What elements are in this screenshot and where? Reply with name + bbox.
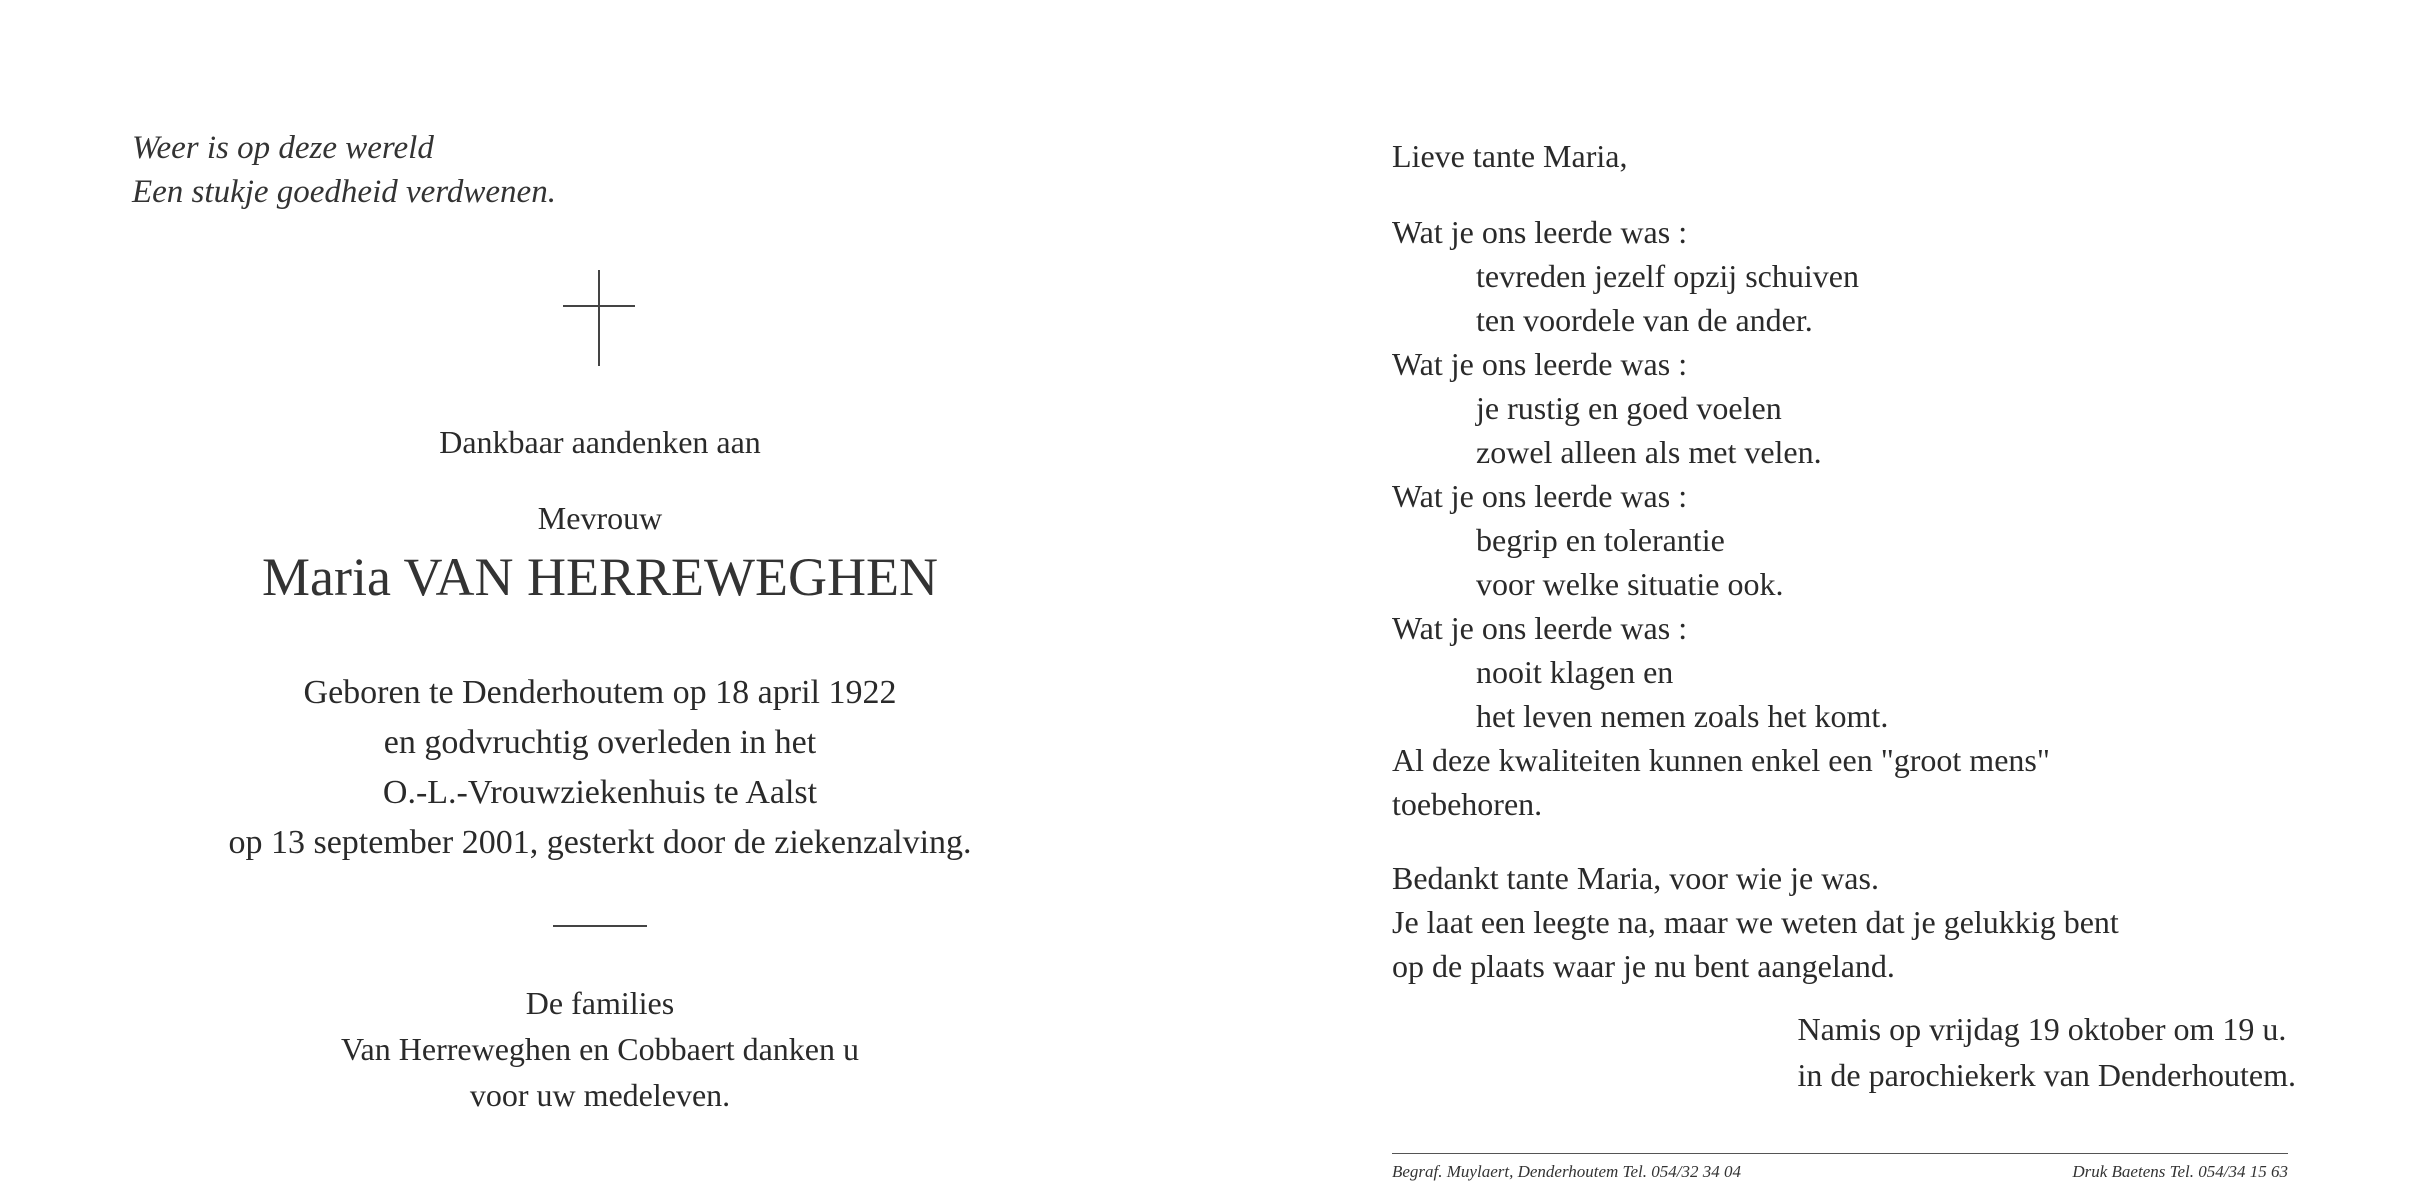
poem-line: ten voordele van de ander. — [1476, 302, 1813, 338]
motto-line: Weer is op deze wereld — [132, 130, 434, 166]
footer-rule — [1392, 1153, 2288, 1154]
deceased-name: Maria VAN HERREWEGHEN — [262, 547, 938, 607]
bio-line: O.-L.-Vrouwziekenhuis te Aalst — [382, 774, 818, 811]
poem-line: je rustig en goed voelen — [1476, 390, 1782, 426]
closing — [1392, 856, 2119, 988]
letter — [1392, 134, 2119, 988]
poem — [1392, 210, 2119, 826]
bio-line: op 13 september 2001, gesterkt door de ziekenzalving. — [228, 824, 972, 861]
funeral-home-credit: Begraf. Muylaert, Denderhoutem Tel. 054/32 34 04 — [1392, 1162, 1741, 1181]
service-line: in de parochiekerk van Denderhoutem. — [1797, 1057, 2296, 1093]
bio-line: Geboren te Denderhoutem op 18 april 1922 — [303, 674, 897, 711]
thanks-heading: Dankbaar aandenken aan — [439, 424, 761, 460]
separator — [553, 925, 647, 927]
poem-line: het leven nemen zoals het komt. — [1476, 698, 1889, 734]
families-line: Van Herreweghen en Cobbaert danken u — [340, 1031, 859, 1067]
poem-line: tevreden jezelf opzij schuiven — [1476, 258, 1859, 294]
poem-line: voor welke situatie ook. — [1476, 566, 1784, 602]
printer-credit: Druk Baetens Tel. 054/34 15 63 — [2072, 1162, 2288, 1181]
poem-line: Wat je ons leerde was : — [1392, 346, 1688, 382]
poem-line: begrip en tolerantie — [1476, 522, 1725, 558]
poem-line: nooit klagen en — [1476, 654, 1674, 690]
closing-line: Bedankt tante Maria, voor wie je was. — [1392, 860, 1879, 896]
closing-line: op de plaats waar je nu bent aangeland. — [1392, 948, 1895, 984]
families-thanks — [100, 980, 1100, 1118]
honorific: Mevrouw — [537, 500, 663, 536]
motto-line: Een stukje goedheid verdwenen. — [132, 174, 556, 210]
bio-line: en godvruchtig overleden in het — [383, 724, 817, 761]
cross-icon — [563, 270, 635, 366]
right-panel — [1208, 0, 2416, 1189]
poem-line: Wat je ons leerde was : — [1392, 478, 1688, 514]
greeting: Lieve tante Maria, — [1392, 138, 1628, 174]
biography — [100, 668, 1100, 868]
poem-line: zowel alleen als met velen. — [1476, 434, 1822, 470]
families-line: De families — [525, 985, 675, 1021]
closing-line: Je laat een leegte na, maar we weten dat je gelukkig bent — [1392, 904, 2119, 940]
service-info — [1798, 1006, 2296, 1098]
service-line: Namis op vrijdag 19 oktober om 19 u. — [1797, 1011, 2287, 1047]
poem-line: Al deze kwaliteiten kunnen enkel een "groot mens" — [1392, 742, 2050, 778]
poem-line: Wat je ons leerde was : — [1392, 214, 1688, 250]
families-line: voor uw medeleven. — [469, 1077, 731, 1113]
poem-line: Wat je ons leerde was : — [1392, 610, 1688, 646]
motto — [132, 126, 556, 214]
poem-line: toebehoren. — [1392, 786, 1543, 822]
